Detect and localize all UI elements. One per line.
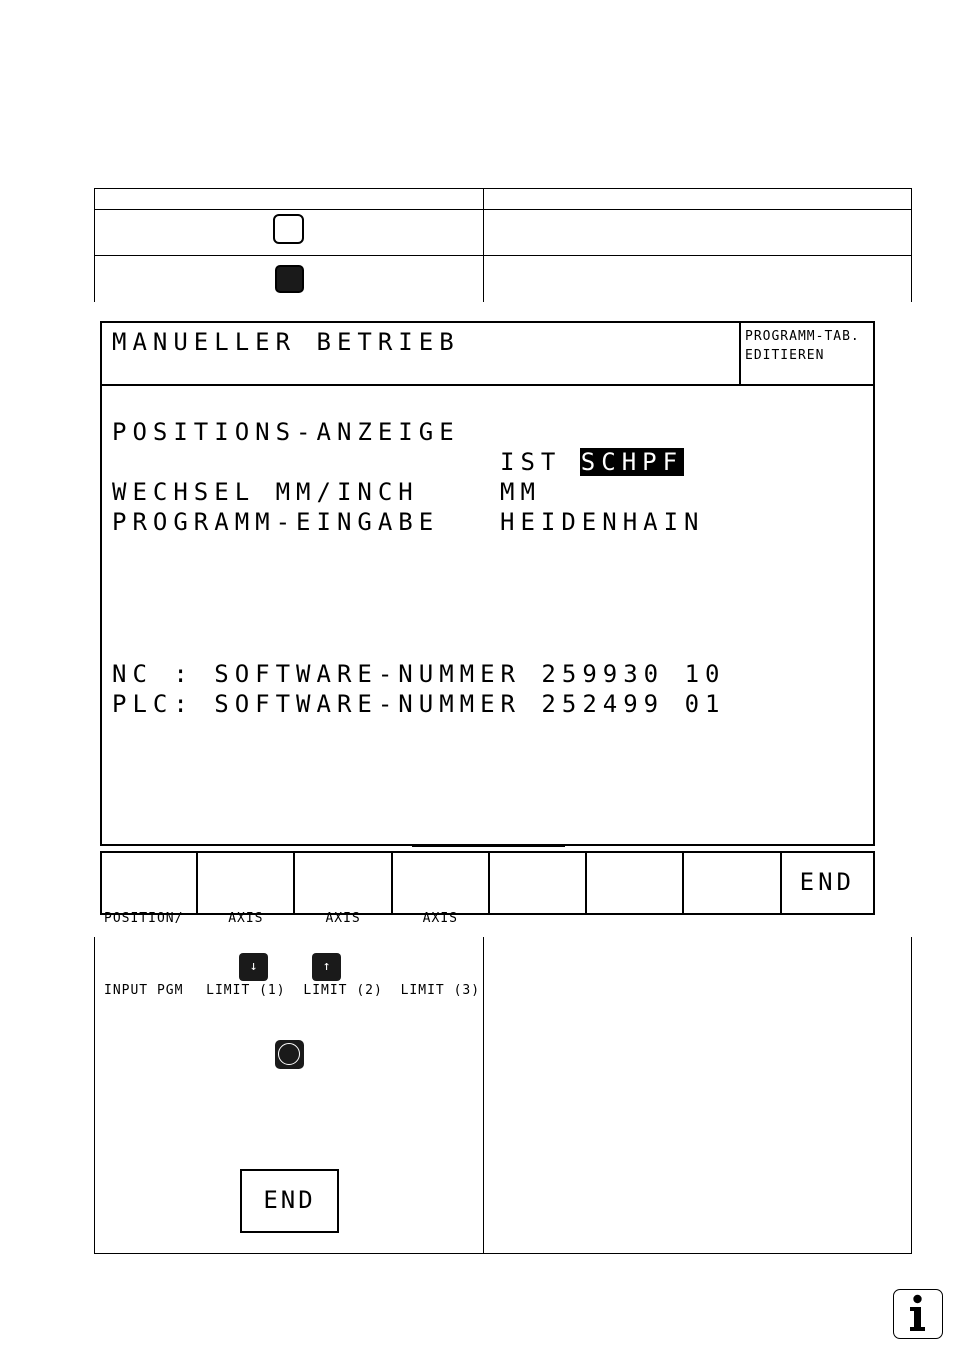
softkey-label-line2: INPUT PGM [104, 983, 184, 998]
control-screen [100, 321, 875, 846]
softkey-axis-limit-1[interactable] [198, 853, 295, 998]
softkey-position-input-pgm[interactable] [102, 853, 198, 998]
softkey-label-line2: LIMIT (3) [400, 983, 481, 998]
softkey-axis-limit-2[interactable] [295, 853, 392, 998]
setting-value-position-alt[interactable]: IST [500, 448, 562, 476]
setting-value-program-input[interactable]: HEIDENHAIN [500, 508, 705, 536]
enter-key-icon[interactable] [275, 1040, 304, 1069]
info-glyph-icon [894, 1290, 941, 1337]
softkey-bar [100, 851, 875, 998]
softkey-label-line1: AXIS [325, 911, 361, 926]
white-key-icon[interactable] [273, 214, 304, 244]
arrow-down-key-icon[interactable]: ↓ [239, 953, 268, 981]
nc-software-line: NC : SOFTWARE-NUMMER 259930 10 [112, 660, 726, 688]
softkey-empty-6[interactable] [587, 853, 684, 913]
corner-mode-box [739, 323, 873, 386]
selected-value[interactable]: SCHPF [580, 448, 684, 476]
setting-label-program-input: PROGRAMM-EINGABE [112, 508, 440, 536]
softkey-label-line2: LIMIT (1) [206, 983, 286, 998]
end-key[interactable]: END [240, 1169, 339, 1233]
corner-mode-line2: EDITIEREN [745, 348, 825, 363]
softkey-empty-7[interactable] [684, 853, 781, 913]
mode-title: MANUELLER BETRIEB [112, 328, 460, 356]
black-key-icon[interactable] [275, 265, 304, 293]
setting-value-unit[interactable]: MM [500, 478, 541, 506]
softkey-empty-5[interactable] [490, 853, 587, 913]
softkey-end[interactable]: END [799, 868, 855, 896]
corner-mode-line1: PROGRAMM-TAB. [745, 329, 860, 344]
softkey-label-line1: AXIS [422, 911, 458, 926]
plc-software-line: PLC: SOFTWARE-NUMMER 252499 01 [112, 690, 726, 718]
softkey-axis-limit-3[interactable] [393, 853, 490, 998]
softkey-label-line2: LIMIT (2) [303, 983, 383, 998]
setting-label-position-display: POSITIONS-ANZEIGE [112, 418, 460, 446]
softkey-label-line1: POSITION/ [104, 911, 184, 926]
setting-label-unit: WECHSEL MM/INCH [112, 478, 419, 506]
info-icon [893, 1289, 943, 1339]
softkey-label-line1: AXIS [228, 911, 264, 926]
circle-icon [278, 1043, 300, 1065]
softkey-row-indicator [412, 844, 565, 847]
arrow-up-key-icon[interactable]: ↑ [312, 953, 341, 981]
